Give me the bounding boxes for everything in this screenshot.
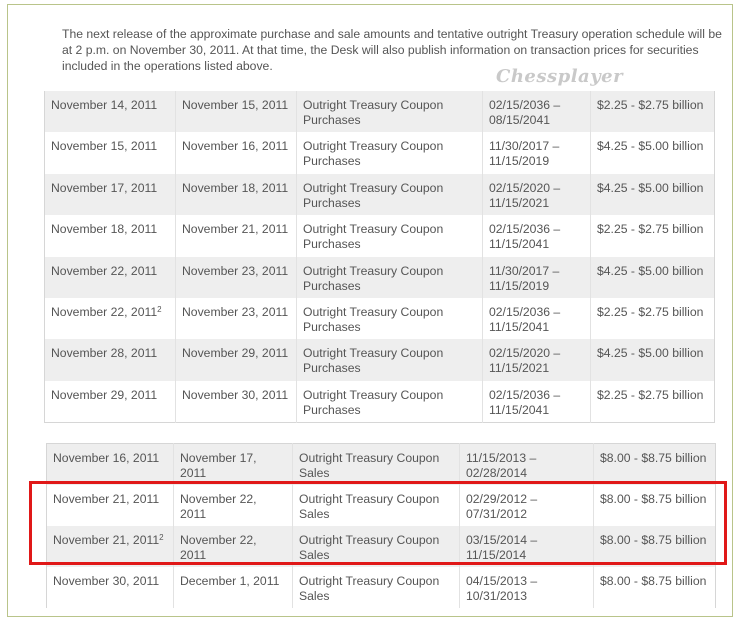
operation-size-cell: $2.25 - $2.75 billion bbox=[591, 91, 715, 132]
maturity-range-cell bbox=[483, 298, 591, 339]
maturity-range-cell bbox=[483, 215, 591, 256]
sales-table-body bbox=[47, 444, 716, 608]
operation-type-cell: Outright Treasury Coupon Purchases bbox=[297, 174, 483, 215]
operation-size-cell: $2.25 - $2.75 billion bbox=[591, 215, 715, 256]
table-row bbox=[45, 298, 715, 339]
operation-date-cell bbox=[45, 215, 176, 256]
settlement-date-cell: November 30, 2011 bbox=[176, 381, 297, 422]
operation-type-cell: Outright Treasury Coupon Purchases bbox=[297, 381, 483, 422]
footnote-marker: 2 bbox=[157, 304, 162, 314]
settlement-date-cell: November 23, 2011 bbox=[176, 298, 297, 339]
operation-size-cell: $4.25 - $5.00 billion bbox=[591, 132, 715, 173]
table-row bbox=[45, 339, 715, 380]
maturity-range-cell bbox=[460, 567, 594, 608]
operation-type-cell: Outright Treasury Coupon Purchases bbox=[297, 298, 483, 339]
operation-date-cell bbox=[45, 132, 176, 173]
maturity-start: 02/15/2036 – bbox=[489, 304, 561, 319]
settlement-date-cell: November 22, 2011 bbox=[174, 526, 293, 567]
operation-date: November 28, 2011 bbox=[51, 346, 158, 361]
operation-type-cell: Outright Treasury Coupon Purchases bbox=[297, 257, 483, 298]
maturity-start: 02/15/2036 – bbox=[489, 387, 561, 402]
maturity-start: 11/15/2013 – bbox=[466, 451, 537, 465]
table-row bbox=[47, 526, 716, 567]
operation-date-cell bbox=[45, 91, 176, 132]
settlement-date-cell: November 21, 2011 bbox=[176, 215, 297, 256]
maturity-end: 11/15/2041 bbox=[489, 237, 550, 252]
maturity-end: 10/31/2013 bbox=[466, 588, 527, 603]
operation-date: November 22, 2011 bbox=[51, 304, 158, 319]
operation-size-cell: $8.00 - $8.75 billion bbox=[594, 526, 716, 567]
operation-date: November 18, 2011 bbox=[51, 222, 158, 237]
operation-type-cell: Outright Treasury Coupon Sales bbox=[293, 567, 460, 608]
operation-date: November 21, 2011 bbox=[53, 532, 160, 547]
sales-table bbox=[46, 443, 716, 608]
maturity-range-cell bbox=[483, 132, 591, 173]
operation-date-cell bbox=[47, 485, 174, 526]
maturity-start: 02/15/2020 – bbox=[489, 180, 561, 195]
maturity-range-cell bbox=[460, 526, 594, 567]
watermark-logo: Chessplayer bbox=[496, 66, 624, 87]
operation-date-cell bbox=[45, 339, 176, 380]
operation-date: November 17, 2011 bbox=[51, 180, 158, 195]
operation-size-cell: $4.25 - $5.00 billion bbox=[591, 174, 715, 215]
operation-date: November 15, 2011 bbox=[51, 139, 158, 154]
maturity-range-cell bbox=[483, 91, 591, 132]
operation-type-cell: Outright Treasury Coupon Purchases bbox=[297, 132, 483, 173]
footnote-marker: 2 bbox=[159, 532, 164, 542]
operation-date: November 14, 2011 bbox=[51, 98, 158, 112]
operation-date: November 30, 2011 bbox=[53, 573, 160, 588]
purchases-table-body bbox=[45, 91, 715, 422]
maturity-end: 11/15/2021 bbox=[489, 195, 550, 210]
operation-size-cell: $8.00 - $8.75 billion bbox=[594, 567, 716, 608]
operation-date-cell bbox=[45, 298, 176, 339]
maturity-range-cell bbox=[483, 257, 591, 298]
settlement-date-cell: November 29, 2011 bbox=[176, 339, 297, 380]
settlement-date-cell: November 16, 2011 bbox=[176, 132, 297, 173]
settlement-date-cell: November 22, 2011 bbox=[174, 485, 293, 526]
operation-size-cell: $4.25 - $5.00 billion bbox=[591, 339, 715, 380]
operation-date: November 22, 2011 bbox=[51, 263, 158, 278]
operation-date-cell bbox=[47, 444, 174, 485]
operation-type-cell: Outright Treasury Coupon Sales bbox=[293, 526, 460, 567]
operation-date-cell bbox=[45, 257, 176, 298]
maturity-range-cell bbox=[483, 381, 591, 422]
operation-date-cell bbox=[47, 567, 174, 608]
maturity-end: 08/15/2041 bbox=[489, 113, 550, 127]
operation-size-cell: $8.00 - $8.75 billion bbox=[594, 485, 716, 526]
operation-type-cell: Outright Treasury Coupon Sales bbox=[293, 444, 460, 485]
settlement-date-cell: December 1, 2011 bbox=[174, 567, 293, 608]
table-row bbox=[47, 485, 716, 526]
maturity-end: 07/31/2012 bbox=[466, 506, 527, 521]
maturity-start: 02/15/2036 – bbox=[489, 222, 561, 237]
operation-date: November 29, 2011 bbox=[51, 387, 158, 402]
maturity-start: 02/15/2020 – bbox=[489, 346, 561, 361]
operation-size-cell: $2.25 - $2.75 billion bbox=[591, 381, 715, 422]
operation-type-cell: Outright Treasury Coupon Purchases bbox=[297, 339, 483, 380]
maturity-start: 02/15/2036 – bbox=[489, 98, 561, 112]
maturity-start: 02/29/2012 – bbox=[466, 491, 538, 506]
maturity-end: 11/15/2019 bbox=[489, 154, 550, 169]
maturity-end: 02/28/2014 bbox=[466, 466, 527, 480]
table-row bbox=[45, 215, 715, 256]
operation-type-cell: Outright Treasury Coupon Sales bbox=[293, 485, 460, 526]
operation-size-cell: $2.25 - $2.75 billion bbox=[591, 298, 715, 339]
maturity-end: 11/15/2041 bbox=[489, 402, 550, 417]
maturity-start: 04/15/2013 – bbox=[466, 573, 538, 588]
maturity-range-cell bbox=[483, 174, 591, 215]
table-row bbox=[45, 381, 715, 422]
settlement-date-cell: November 17, 2011 bbox=[174, 444, 293, 485]
operation-type-cell: Outright Treasury Coupon Purchases bbox=[297, 215, 483, 256]
operation-date-cell bbox=[45, 174, 176, 215]
operation-date-cell bbox=[45, 381, 176, 422]
maturity-start: 03/15/2014 – bbox=[466, 532, 538, 547]
settlement-date-cell: November 18, 2011 bbox=[176, 174, 297, 215]
operation-size-cell: $8.00 - $8.75 billion bbox=[594, 444, 716, 485]
settlement-date-cell: November 23, 2011 bbox=[176, 257, 297, 298]
table-row bbox=[47, 444, 716, 485]
maturity-end: 11/15/2019 bbox=[489, 278, 550, 293]
settlement-date-cell: November 15, 2011 bbox=[176, 91, 297, 132]
maturity-range-cell bbox=[483, 339, 591, 380]
table-row bbox=[45, 132, 715, 173]
table-row bbox=[45, 91, 715, 132]
operation-date: November 21, 2011 bbox=[53, 491, 160, 506]
maturity-start: 11/30/2017 – bbox=[489, 263, 560, 278]
maturity-range-cell bbox=[460, 444, 594, 485]
maturity-range-cell bbox=[460, 485, 594, 526]
maturity-end: 11/15/2041 bbox=[489, 319, 550, 334]
operation-size-cell: $4.25 - $5.00 billion bbox=[591, 257, 715, 298]
maturity-end: 11/15/2014 bbox=[466, 547, 527, 562]
maturity-start: 11/30/2017 – bbox=[489, 139, 560, 154]
purchases-table bbox=[44, 91, 715, 423]
table-row bbox=[45, 257, 715, 298]
operation-date: November 16, 2011 bbox=[53, 451, 160, 465]
table-row bbox=[47, 567, 716, 608]
maturity-end: 11/15/2021 bbox=[489, 361, 550, 376]
operation-date-cell bbox=[47, 526, 174, 567]
table-row bbox=[45, 174, 715, 215]
operation-type-cell: Outright Treasury Coupon Purchases bbox=[297, 91, 483, 132]
release-notice: The next release of the approximate purchase and sale amounts and tentative outright Treasury operation schedule will be at 2 p.m. on November 30, 2011. At that time, the Desk will also publish information on transaction prices for securities included in the operations listed above. bbox=[62, 27, 722, 73]
